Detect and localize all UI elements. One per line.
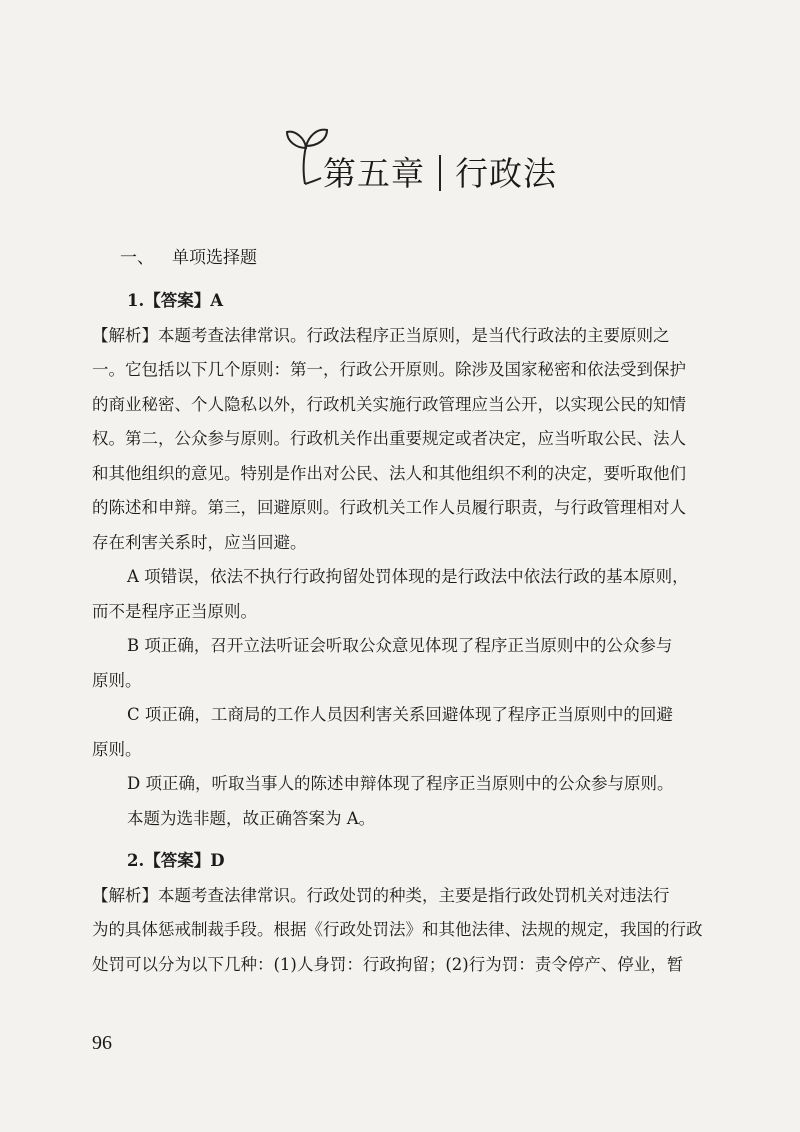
- q1-conclusion: 本题为选非题，故正确答案为 A。: [127, 808, 376, 828]
- q1-analysis-line: 的陈述和申辩。第三，回避原则。行政机关工作人员履行职责，与行政管理相对人: [92, 498, 686, 517]
- q1-option-c-line: C 项正确，工商局的工作人员因利害关系回避体现了程序正当原则中的回避: [127, 705, 673, 724]
- section-title: 单项选择题: [172, 248, 257, 268]
- q1-analysis-line: 一。它包括以下几个原则：第一，行政公开原则。除涉及国家秘密和依法受到保护: [92, 360, 686, 379]
- q2-analysis-line: 处罚可以分为以下几种：(1)人身罚：行政拘留；(2)行为罚：责令停产、停业，暂: [92, 954, 684, 974]
- q1-option-b-line: 原则。: [92, 670, 142, 690]
- q2-analysis-line: 为的具体惩戒制裁手段。根据《行政处罚法》和其他法律、法规的规定，我国的行政: [92, 920, 703, 939]
- chapter-subject: 行政法: [455, 154, 557, 193]
- section-number: 一、: [120, 248, 154, 268]
- chapter-divider: [439, 155, 441, 191]
- q1-analysis-line: 的商业秘密、个人隐私以外，行政机关实施行政管理应当公开，以实现公民的知情: [92, 394, 686, 414]
- q1-option-a-line: 而不是程序正当原则。: [92, 601, 257, 621]
- section-heading: [120, 243, 257, 268]
- content-body: [92, 284, 756, 982]
- q1-analysis-line: 存在利害关系时，应当回避。: [92, 532, 307, 552]
- q1-analysis-line: 和其他组织的意见。特别是作出对公民、法人和其他组织不利的决定，要听取他们: [92, 463, 686, 483]
- question-2-answer: 2.【答案】D: [127, 851, 225, 870]
- q1-analysis-line: 权。第二，公众参与原则。行政机关作出重要规定或者决定，应当听取公民、法人: [92, 429, 686, 448]
- q1-option-b-line: B 项正确，召开立法听证会听取公众意见体现了程序正当原则中的公众参与: [127, 636, 673, 655]
- q1-option-d: D 项正确，听取当事人的陈述申辩体现了程序正当原则中的公众参与原则。: [127, 774, 674, 793]
- q1-option-c-line: 原则。: [92, 739, 142, 759]
- page-number: 96: [92, 1032, 112, 1054]
- question-1-answer: 1.【答案】A: [127, 291, 224, 310]
- chapter-title: [323, 148, 557, 195]
- chapter-number: 第五章: [323, 154, 425, 193]
- chapter-header: [275, 118, 575, 198]
- q1-option-a-line: A 项错误，依法不执行行政拘留处罚体现的是行政法中依法行政的基本原则，: [127, 567, 689, 586]
- q2-analysis-line: 【解析】本题考查法律常识。行政处罚的种类，主要是指行政处罚机关对违法行: [92, 885, 670, 905]
- q1-analysis-line: 【解析】本题考查法律常识。行政法程序正当原则，是当代行政法的主要原则之: [92, 325, 670, 345]
